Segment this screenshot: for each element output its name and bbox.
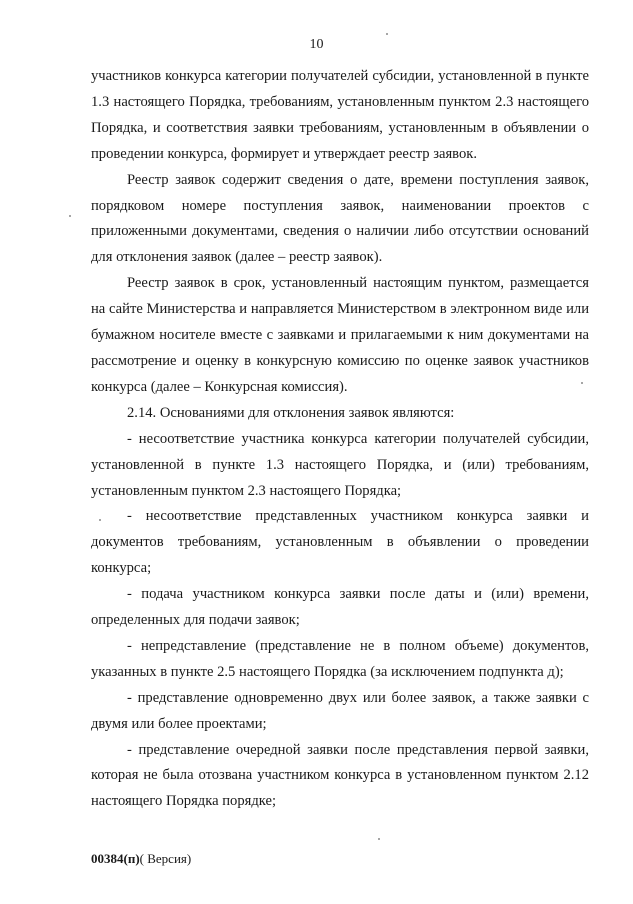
list-item-rejection-ground: - подача участником конкурса заявки после даты и (или) времени, определенных для подачи заявок; bbox=[91, 586, 589, 629]
scan-speck bbox=[99, 519, 101, 521]
paragraph-continuation: участников конкурса категории получателей субсидии, установленной в пункте 1.3 настоящего Порядка, требованиям, установленным пунктом 2.3 настоящего Порядка, и соответствия заявки требованиям, установленным в объявлении о проведении конкурса, формирует и утверждает реестр заявок. bbox=[91, 68, 589, 162]
list-item-rejection-ground: - несоответствие представленных участником конкурса заявки и документов требованиям, установленным в объявлении о проведении конкурса; bbox=[91, 508, 589, 577]
scan-speck bbox=[386, 33, 388, 35]
footer-version: ( Версия) bbox=[139, 851, 192, 866]
scan-speck bbox=[581, 382, 583, 384]
list-item-rejection-ground: - непредставление (представление не в полном объеме) документов, указанных в пункте 2.5 настоящего Порядка (за исключением подпункта д); bbox=[91, 637, 589, 680]
paragraph-registry-contents: Реестр заявок содержит сведения о дате, времени поступления заявок, порядковом номере поступления заявок, наименовании проектов с приложенными документами, сведения о наличии либо отсутствии оснований для отклонения заявок (далее – реестр заявок). bbox=[91, 171, 589, 266]
page-number: 10 bbox=[309, 37, 324, 52]
list-item-rejection-ground: - представление очередной заявки после представления первой заявки, которая не была отозвана участником конкурса в установленном пунктом 2.12 настоящего Порядка порядке; bbox=[91, 741, 589, 810]
document-footer bbox=[91, 851, 191, 867]
scan-speck bbox=[69, 215, 71, 217]
paragraph-registry-publication: Реестр заявок в срок, установленный настоящим пунктом, размещается на сайте Министерства и направляется Министерством в электронном виде или бумажном носителе вместе с заявками и прилагаемыми к ним документами на рассмотрение и оценку в конкурсную комиссию по оценке заявок участников конкурса (далее – Конкурсная комиссия). bbox=[91, 275, 589, 395]
scan-speck bbox=[378, 838, 380, 840]
footer-document-code: 00384(п) bbox=[91, 851, 140, 866]
document-body bbox=[91, 64, 589, 815]
paragraph-rejection-grounds-heading: 2.14. Основаниями для отклонения заявок являются: bbox=[127, 404, 455, 421]
list-item-rejection-ground: - представление одновременно двух или более заявок, а также заявки с двумя или более проектами; bbox=[91, 689, 589, 732]
list-item-rejection-ground: - несоответствие участника конкурса категории получателей субсидии, установленной в пункте 1.3 настоящего Порядка, и (или) требованиям, установленным пунктом 2.3 настоящего Порядка; bbox=[91, 430, 589, 499]
